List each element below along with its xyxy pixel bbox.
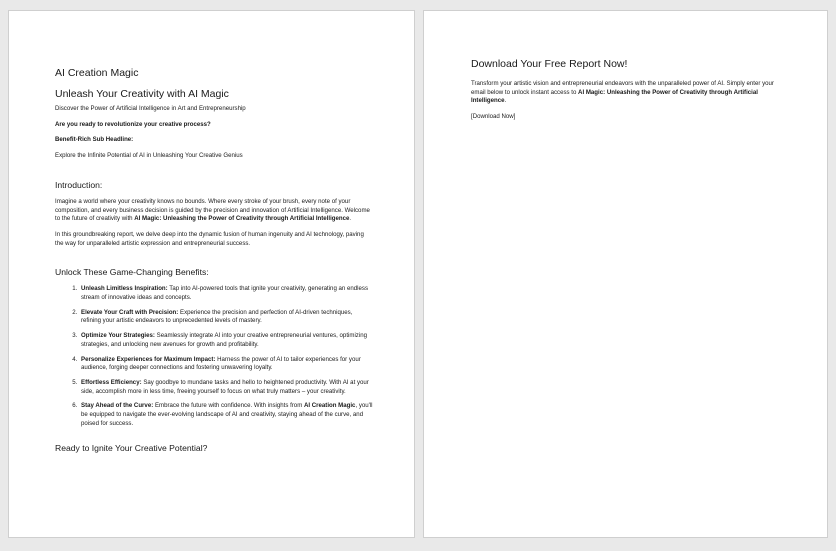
benefits-list (55, 285, 373, 428)
report-bold-title: AI Magic: Unleashing the Power of Creativity through Artificial Intelligence (471, 88, 758, 105)
cta-heading: Ready to Ignite Your Creative Potential? (55, 443, 208, 454)
list-item: 2. Elevate Your Craft with Precision: Experience the precision and perfection of AI-driven techniques, refining your artistic endeavors to unprecedented levels of mastery. (79, 309, 373, 326)
page-1-content (55, 67, 373, 454)
question-line: Are you ready to revolutionize your creative process? (55, 120, 211, 128)
main-headline: Unleash Your Creativity with AI Magic (55, 88, 229, 100)
document-page-2 (423, 10, 828, 538)
benefit-sub-headline-text: Explore the Infinite Potential of AI in Unleashing Your Creative Genius (55, 152, 243, 160)
list-item: 3. Optimize Your Strategies: Seamlessly integrate AI into your creative entrepreneurial ventures, optimizing strategies, and unlocking new avenues for growth and profitability. (79, 332, 373, 349)
intro-bold-title: AI Magic: Unleashing the Power of Creativity through Artificial Intelligence (134, 215, 350, 223)
list-item: 5. Effortless Efficiency: Say goodbye to mundane tasks and hello to heightened productivity. With AI at your side, accomplish more in less time, freeing yourself to focus on what truly matters – your creativity. (79, 379, 373, 396)
document-page-1 (8, 10, 415, 538)
subtitle: Discover the Power of Artificial Intelligence in Art and Entrepreneurship (55, 105, 246, 112)
report-paragraph: Transform your artistic vision and entrepreneurial endeavors with the unparalleled power of AI. Simply enter your email below to unlock instant access to AI Magic: Unleashing the Power of Creativity through Artificial Intelligence. (471, 80, 774, 105)
intro-paragraph-2: In this groundbreaking report, we delve deep into the dynamic fusion of human ingenuity and AI technology, paving the way for unparalleled artistic expression and entrepreneurial success. (55, 230, 364, 247)
list-item: 4. Personalize Experiences for Maximum Impact: Harness the power of AI to tailor experiences for your audience, forging deeper connections and fostering unwavering loyalty. (79, 356, 373, 373)
list-item: 1. Unleash Limitless Inspiration: Tap into AI-powered tools that ignite your creativity, generating an endless stream of innovative ideas and concepts. (79, 285, 373, 302)
benefits-heading: Unlock These Game-Changing Benefits: (55, 267, 209, 278)
intro-heading: Introduction: (55, 179, 103, 190)
page-2-content (471, 58, 789, 122)
download-now-link[interactable]: [Download Now] (471, 113, 516, 121)
report-heading: Download Your Free Report Now! (471, 58, 628, 70)
benefit-sub-headline-label: Benefit-Rich Sub Headline: (55, 136, 134, 144)
list-item: 6. Stay Ahead of the Curve: Embrace the future with confidence. With insights from AI Creation Magic, you'll be equipped to navigate the ever-evolving landscape of AI and creativity, staying ahead of the curve, and poised for success. (79, 402, 373, 428)
doc-title: AI Creation Magic (55, 67, 139, 79)
intro-paragraph-1: Imagine a world where your creativity knows no bounds. Where every stroke of your brush, every note of your composition, and every business decision is guided by the precision and innovation of Artificial Intelligence. Welcome to the future of creativity with AI Magic: Unleashing the Power of Creativity through Artificial Intelligence. (55, 197, 370, 223)
